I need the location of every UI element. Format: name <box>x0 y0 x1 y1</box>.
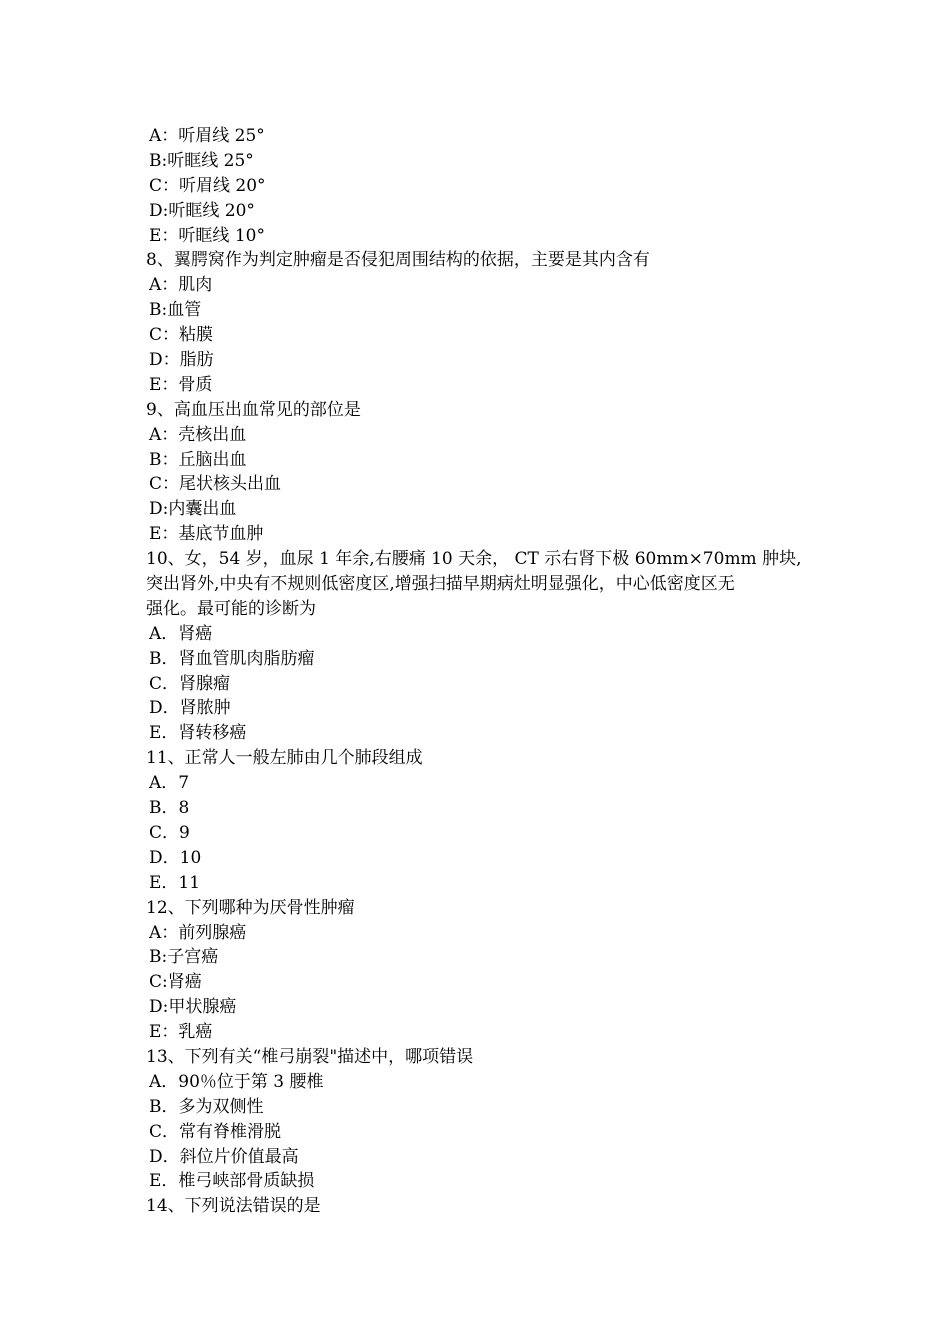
answer-option: A．90％位于第 3 腰椎 <box>149 1071 324 1092</box>
answer-option: B．8 <box>149 798 190 819</box>
answer-option: D．肾脓肿 <box>149 698 231 719</box>
answer-option: E：基底节血肿 <box>149 524 264 545</box>
answer-option: C．肾腺瘤 <box>149 673 231 694</box>
answer-option: C：听眉线 20° <box>149 175 266 196</box>
document-body <box>146 124 826 1219</box>
question-text-line: 14、下列说法错误的是 <box>146 1196 321 1217</box>
answer-option: E．11 <box>149 872 201 893</box>
answer-option: D:甲状腺癌 <box>149 997 237 1018</box>
answer-option: A：听眉线 25° <box>149 126 265 146</box>
answer-option: A．7 <box>149 773 190 794</box>
answer-option: A：前列腺癌 <box>149 922 247 943</box>
question-text-line: 8、翼腭窝作为判定肿瘤是否侵犯周围结构的依据，主要是其内含有 <box>146 250 650 271</box>
question-text-line: 突出肾外,中央有不规则低密度区,增强扫描早期病灶明显强化，中心低密度区无 <box>146 574 735 595</box>
answer-option: C：粘膜 <box>149 325 214 346</box>
answer-option: B：丘脑出血 <box>149 449 247 470</box>
answer-option: E：乳癌 <box>149 1022 213 1043</box>
answer-option: C．常有脊椎滑脱 <box>149 1121 282 1142</box>
answer-option: D：脂肪 <box>149 350 214 371</box>
answer-option: C：尾状核头出血 <box>149 474 282 495</box>
question-text-line: 13、下列有关“椎弓崩裂"描述中，哪项错误 <box>146 1046 474 1067</box>
question-text-line: 12、下列哪种为厌骨性肿瘤 <box>146 897 355 918</box>
question-text-line: 10、女，54 岁，血尿 1 年余,右腰痛 10 天余， CT 示右肾下极 60mm×70mm 肿块, <box>146 549 802 570</box>
answer-option: E．肾转移癌 <box>149 723 247 744</box>
question-text-line: 11、正常人一般左肺由几个肺段组成 <box>146 748 423 769</box>
answer-option: A．肾癌 <box>149 623 213 644</box>
answer-option: E．椎弓峡部骨质缺损 <box>149 1171 315 1192</box>
answer-option: A：肌肉 <box>149 275 213 296</box>
answer-option: B:子宫癌 <box>149 947 219 968</box>
answer-option: E：听眶线 10° <box>149 225 265 246</box>
answer-option: B．多为双侧性 <box>149 1096 264 1117</box>
answer-option: D:听眶线 20° <box>149 200 255 221</box>
question-text-line: 强化。最可能的诊断为 <box>146 598 316 619</box>
answer-option: D．10 <box>149 847 202 868</box>
answer-option: E：骨质 <box>149 374 213 395</box>
answer-option: B:血管 <box>149 300 202 321</box>
answer-option: A：壳核出血 <box>149 424 247 445</box>
answer-option: B．肾血管肌肉脂肪瘤 <box>149 648 315 669</box>
answer-option: C．9 <box>149 822 190 843</box>
answer-option: D．斜位片价值最高 <box>149 1146 299 1167</box>
answer-option: C:肾癌 <box>149 972 202 993</box>
answer-option: D:内囊出血 <box>149 499 237 520</box>
question-text-line: 9、高血压出血常见的部位是 <box>146 399 361 420</box>
answer-option: B:听眶线 25° <box>149 150 254 171</box>
